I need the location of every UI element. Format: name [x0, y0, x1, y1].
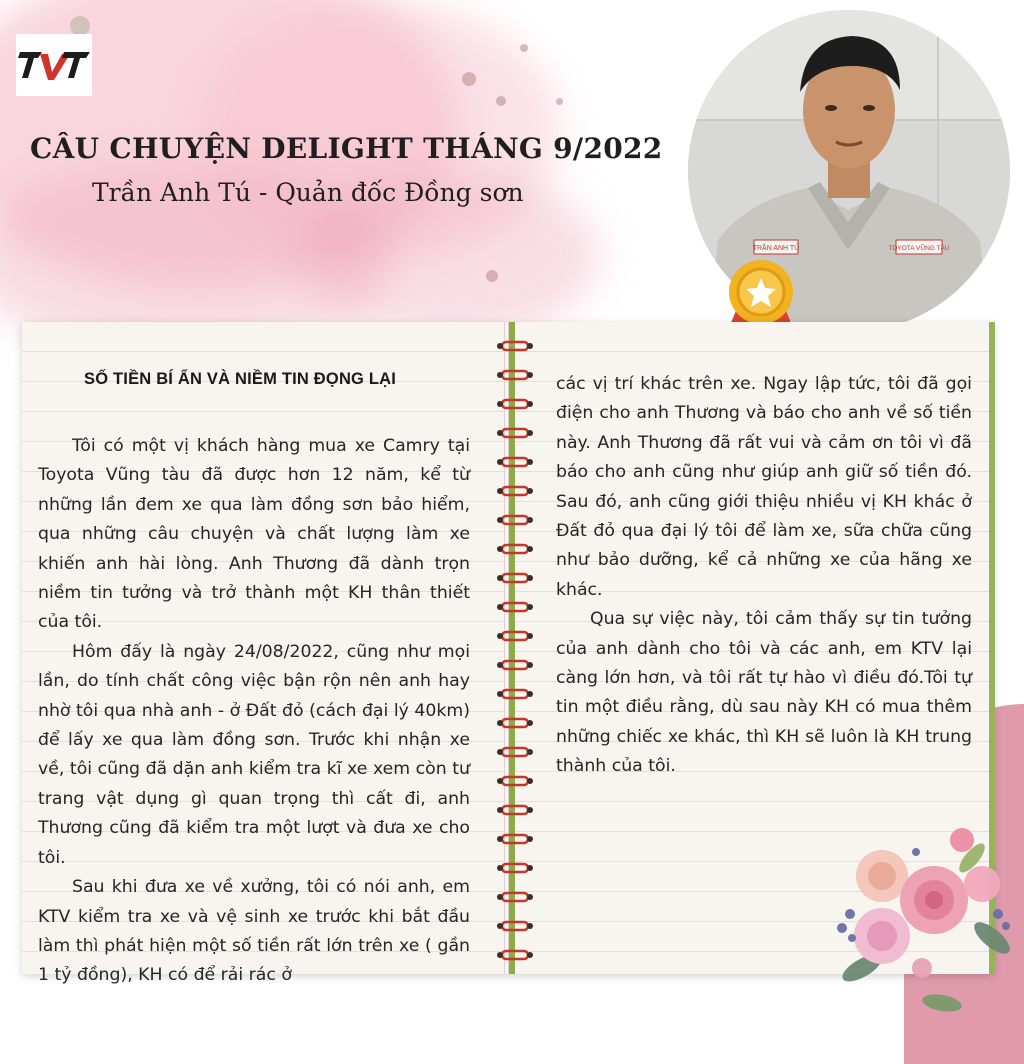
- binding-ring: [497, 545, 533, 553]
- binding-ring: [497, 342, 533, 350]
- binding-ring: [497, 400, 533, 408]
- brand-logo: [16, 34, 92, 96]
- spiral-binding-icon: [480, 330, 550, 970]
- binding-ring: [497, 429, 533, 437]
- binding-ring: [497, 632, 533, 640]
- binding-ring: [497, 719, 533, 727]
- page-title: CÂU CHUYỆN DELIGHT THÁNG 9/2022: [30, 132, 663, 165]
- company-tag: TOYOTA VŨNG TÀU: [888, 245, 950, 252]
- story-paragraph: Qua sự việc này, tôi cảm thấy sự tin tưởng của anh dành cho tôi và các anh, em KTV lại càng lớn hơn, và tôi rất tự hào vì điều đó.Tôi tự tin một điều rằng, dù sau này KH có mua thêm những chiếc xe khác, thì KH sẽ luôn là KH trung thành của tôi.: [556, 609, 972, 777]
- story-column-left: [38, 432, 470, 991]
- binding-ring: [497, 603, 533, 611]
- tvt-logo-icon: [16, 34, 92, 96]
- binding-ring: [497, 661, 533, 669]
- story-paragraph: Tôi có một vị khách hàng mua xe Camry tại Toyota Vũng tàu đã được hơn 12 năm, kể từ những lần đem xe qua làm đồng sơn bảo hiểm, qua những câu chuyện và chất lượng làm xe khiến anh hài lòng. Anh Thương đã dành trọn niềm tin tưởng và trở thành một KH thân thiết của tôi.: [38, 436, 470, 633]
- binding-ring: [497, 458, 533, 466]
- story-paragraph: Sau khi đưa xe về xưởng, tôi có nói anh, em KTV kiểm tra xe và vệ sinh xe trước khi bắt đầu làm thì phát hiện một số tiền rất lớn trên xe ( gần 1 tỷ đồng), KH có để rải rác ở: [38, 877, 470, 986]
- binding-ring: [497, 487, 533, 495]
- binding-ring: [497, 951, 533, 959]
- flower-bouquet-icon: [822, 818, 1022, 1018]
- binding-ring: [497, 806, 533, 814]
- story-heading: SỐ TIỀN BÍ ẨN VÀ NIỀM TIN ĐỌNG LẠI: [84, 370, 397, 388]
- paint-dot: [556, 98, 563, 105]
- paint-dot: [496, 96, 506, 106]
- binding-ring: [497, 574, 533, 582]
- binding-ring: [497, 516, 533, 524]
- binding-ring: [497, 922, 533, 930]
- binding-ring: [497, 864, 533, 872]
- paint-dot: [70, 16, 90, 36]
- binding-ring: [497, 893, 533, 901]
- binding-ring: [497, 777, 533, 785]
- binding-ring: [497, 371, 533, 379]
- story-paragraph: Hôm đấy là ngày 24/08/2022, cũng như mọi lần, do tính chất công việc bận rộn nên anh hay nhờ tôi qua nhà anh - ở Đất đỏ (cách đại lý 40km) để lấy xe qua làm đồng sơn. Trước khi nhận xe về, tôi cũng đã dặn anh kiểm tra kĩ xe xem còn tư trang vật dụng gì quan trọng thì cất đi, anh Thương cũng đã kiểm tra một lượt và đưa xe cho tôi.: [38, 641, 470, 868]
- story-paragraph: các vị trí khác trên xe. Ngay lập tức, tôi đã gọi điện cho anh Thương và báo cho anh về số tiền này. Anh Thương đã rất vui và cảm ơn tôi vì đã báo cho anh cũng như giúp anh giữ số tiền đó. Sau đó, anh cũng giới thiệu nhiều vị KH khác ở Đất đỏ qua đại lý tôi để làm xe, sữa chữa cũng như bảo dưỡng, kể cả những xe của hãng xe khác.: [556, 374, 972, 600]
- story-column-right: [556, 370, 972, 782]
- binding-ring: [497, 690, 533, 698]
- paint-dot: [520, 44, 528, 52]
- paint-dot: [462, 72, 476, 86]
- paint-dot: [486, 270, 498, 282]
- page-subtitle: Trần Anh Tú - Quản đốc Đồng sơn: [92, 178, 524, 207]
- name-tag: TRẦN ANH TÚ: [752, 245, 800, 252]
- binding-ring: [497, 835, 533, 843]
- binding-ring: [497, 748, 533, 756]
